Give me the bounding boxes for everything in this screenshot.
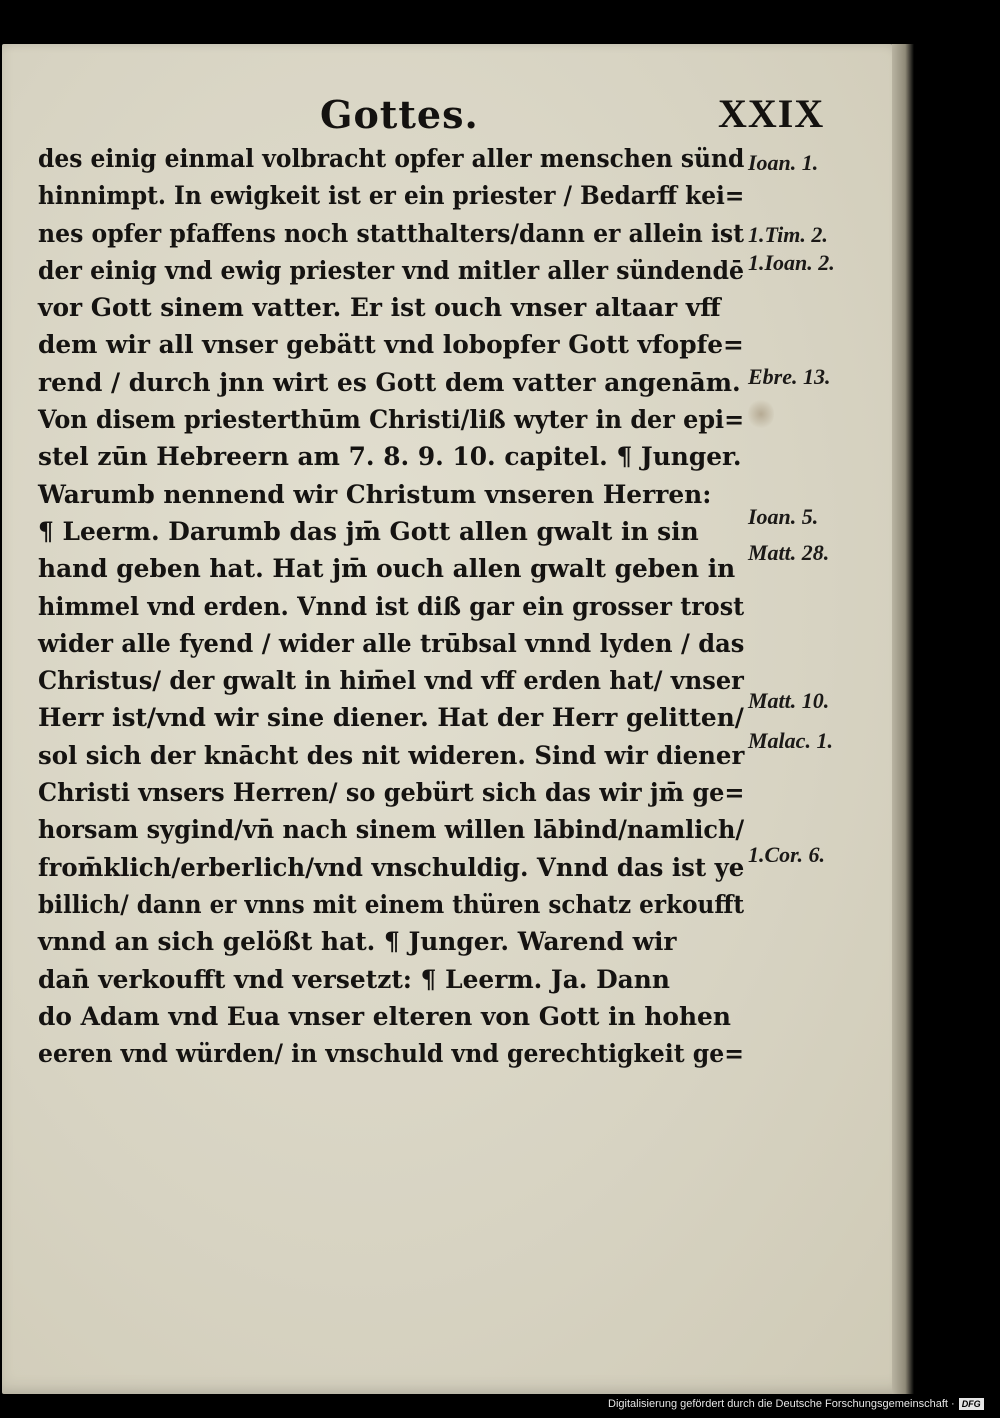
margin-reference: 1.Tim. 2. <box>748 222 828 247</box>
margin-reference: Ioan. 5. <box>748 504 819 529</box>
text-line: wider alle fyend / wider alle trūbsal vnnd lyden / das <box>38 628 745 658</box>
folio-number: XXIX <box>718 91 825 136</box>
text-line: Herr ist/vnd wir sine diener. Hat der Herr gelitten/ <box>38 703 744 733</box>
text-line: dan̄ verkoufft vnd versetzt: ¶ Leerm. Ja. Dann <box>38 964 670 994</box>
text-line: Warumb nennend wir Christum vnseren Herren: <box>38 479 712 509</box>
running-head: Gottes. <box>320 92 479 137</box>
credit-text: Digitalisierung gefördert durch die Deutsche Forschungsgemeinschaft · <box>608 1398 955 1410</box>
margin-reference: Matt. 10. <box>748 688 830 713</box>
text-line: Christi vnsers Herren/ so gebürt sich das wir jm̄ ge= <box>38 778 745 808</box>
text-line: himmel vnd erden. Vnnd ist diß gar ein grosser trost <box>38 591 745 621</box>
margin-reference: Ebre. 13. <box>748 364 831 389</box>
text-line: nes opfer pfaffens noch statthalters/dann er allein ist <box>38 218 745 248</box>
text-line: vor Gott sinem vatter. Er ist ouch vnser altaar vff <box>38 293 721 323</box>
text-line: stel zūn Hebreern am 7. 8. 9. 10. capitel. ¶ Junger. <box>38 442 742 472</box>
digitization-credit <box>608 1398 984 1410</box>
margin-reference: Ioan. 1. <box>748 150 819 175</box>
text-line: do Adam vnd Eua vnser elteren von Gott in hohen <box>38 1001 731 1031</box>
text-line: hinnimpt. In ewigkeit ist er ein priester / Bedarff kei= <box>38 181 745 211</box>
margin-reference: Matt. 28. <box>748 540 830 565</box>
text-line: eeren vnd würden/ in vnschuld vnd gerechtigkeit ge= <box>38 1039 744 1069</box>
text-line: Christus/ der gwalt in him̄el vnd vff erden hat/ vnser <box>38 666 744 696</box>
margin-reference: 1.Ioan. 2. <box>748 250 835 275</box>
text-line: ¶ Leerm. Darumb das jm̄ Gott allen gwalt in sin <box>38 516 699 546</box>
text-line: hand geben hat. Hat jm̄ ouch allen gwalt geben in <box>38 554 736 584</box>
text-line: des einig einmal volbracht opfer aller menschen sünd <box>38 144 745 173</box>
paper-stain <box>748 398 774 430</box>
text-line: sol sich der knācht des nit wideren. Sind wir diener <box>38 740 745 770</box>
text-line: der einig vnd ewig priester vnd mitler aller sündendē <box>38 255 744 285</box>
text-line: rend / durch jnn wirt es Gott dem vatter angenām. <box>38 367 741 397</box>
text-line: dem wir all vnser gebätt vnd lobopfer Gott vfopfe= <box>38 330 744 360</box>
text-line: from̄klich/erberlich/vnd vnschuldig. Vnnd das ist ye <box>38 852 745 882</box>
dfg-logo: DFG <box>959 1398 984 1410</box>
margin-reference: Malac. 1. <box>748 728 833 753</box>
text-line: Von disem priesterthūm Christi/liß wyter in der epi= <box>38 405 745 435</box>
text-line: billich/ dann er vnns mit einem thüren schatz erkoufft <box>38 889 745 919</box>
main-text-block <box>38 140 748 1072</box>
margin-reference: 1.Cor. 6. <box>748 842 826 867</box>
text-line: horsam sygind/vn̄ nach sinem willen lābind/namlich/ <box>38 815 745 845</box>
page-edge <box>892 44 914 1394</box>
text-line: vnnd an sich gelößt hat. ¶ Junger. Warend wir <box>38 927 677 957</box>
